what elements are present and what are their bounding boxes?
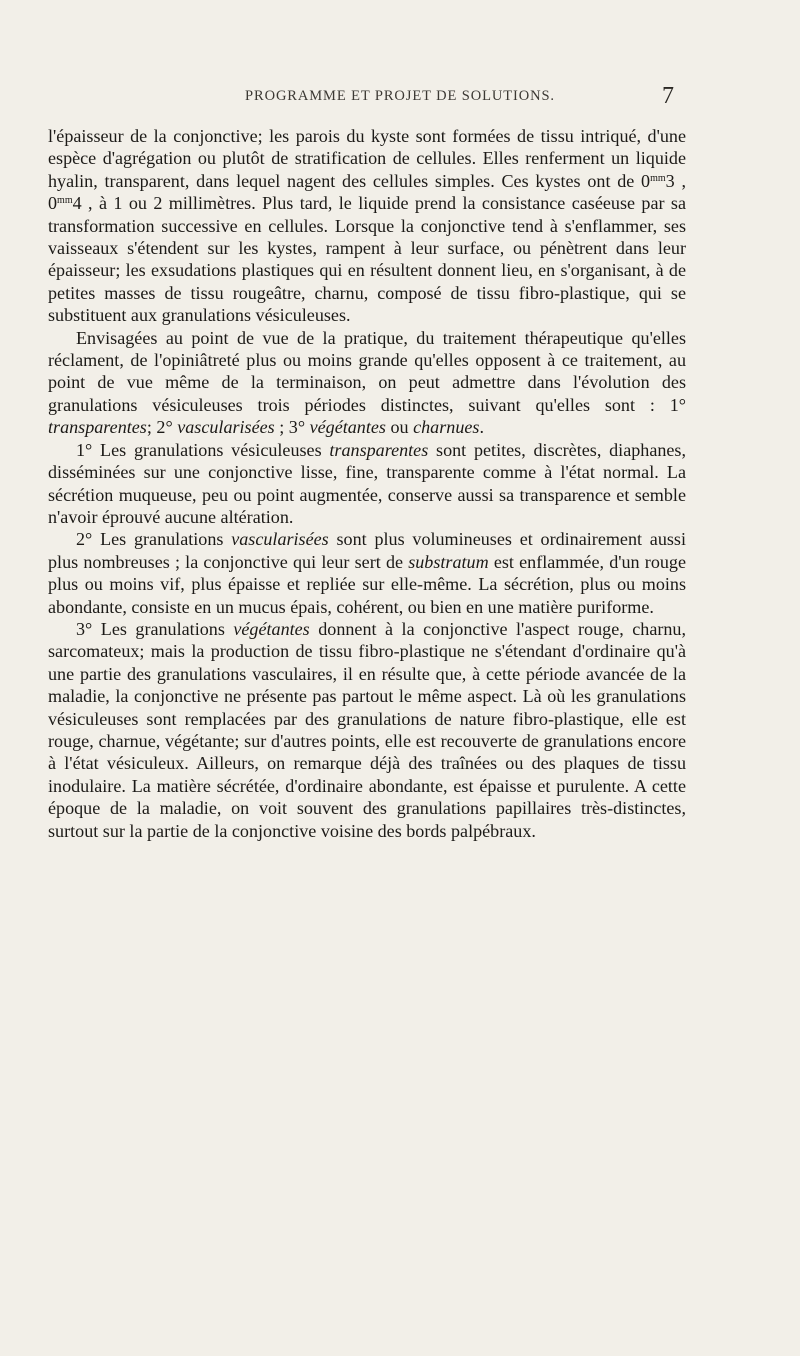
unit-superscript: mm — [57, 195, 73, 207]
text-run: 3 , 0 — [48, 170, 686, 214]
paragraph-transparentes — [48, 439, 686, 529]
italic-term: transparentes — [329, 439, 429, 460]
text-run: . — [479, 417, 484, 438]
text-run: sont petites, discrètes, diaphanes, disséminées sur une conjonctive lisse, fine, transparente comme à l'état normal. La sécrétion muqueuse, peu ou point augmentée, conserve aussi sa transparence et semble n'avoir éprouvé aucune altération. — [48, 439, 686, 527]
text-run: 4 , à 1 ou 2 millimètres. Plus tard, le liquide prend la consistance caséeuse par sa transformation successive en cellules. Lorsque la conjonctive tend à s'enflammer, ses vaisseaux s'étendent sur les kystes, rampent à leur surface, ou pénètrent dans leur épaisseur; les exsudations plastiques qui en résultent donnent lieu, en s'organisant, à de petites masses de tissu rougeâtre, charnu, composé de tissu fibro-plastique, qui se substituent aux granulations vésiculeuses. — [48, 193, 686, 326]
unit-superscript: mm — [650, 172, 666, 184]
running-head — [0, 83, 800, 112]
text-run: ; 2° — [146, 417, 178, 438]
text-run: sont plus volumineuses et ordinairement aussi plus nombreuses ; la conjonctive qui leur sert de — [48, 529, 686, 572]
paragraph-three-periods — [48, 327, 686, 439]
text-run: 2° Les granulations — [76, 529, 232, 550]
italic-term: végétantes — [233, 618, 310, 639]
italic-term: végétantes — [309, 417, 386, 438]
text-run: ; 3° — [274, 417, 310, 438]
paragraph-vascularisees — [48, 528, 686, 618]
italic-term: vascularisées — [231, 529, 329, 550]
italic-term: vascularisées — [177, 417, 275, 438]
text-run: donnent à la conjonctive l'aspect rouge, charnu, sarcomateux; mais la production de tissu fibro-plastique ne s'étendant d'ordinaire qu'à une partie des granulations vasculaires, il en résulte que, à cette période avancée de la maladie, la conjonctive ne présente pas partout le même aspect. Là où les granulations vésiculeuses sont remplacées par des granulations de nature fibro-plastique, elle est rouge, charnue, végétante; sur d'autres points, elle est recouverte de granulations encore à l'état vésiculeux. Ailleurs, on remarque déjà des traînées ou des plaques de tissu inodulaire. La matière sécrétée, d'ordinaire abondante, est épaisse et purulente. A cette époque de la maladie, on voit souvent des granulations papillaires très-distinctes, surtout sur la partie de la conjonctive voisine des bords palpébraux. — [48, 618, 687, 841]
paragraph-vegetantes — [48, 618, 686, 842]
italic-term: charnues — [413, 417, 480, 438]
text-run: ou — [385, 417, 414, 438]
body-text — [48, 125, 686, 842]
text-run: 3° Les granulations — [76, 618, 234, 639]
text-run: l'épaisseur de la conjonctive; les parois du kyste sont formées de tissu intriqué, d'une espèce d'agrégation ou plutôt de stratification de cellules. Elles renferment un liquide hyalin, transparent, dans lequel nagent des cellules simples. Ces kystes ont de 0 — [48, 126, 686, 191]
paragraph-kyste-description — [48, 125, 686, 327]
text-run: est enflammée, d'un rouge plus ou moins vif, plus épaisse et repliée sur elle-même. La sécrétion, plus ou moins abondante, consiste en un mucus épais, cohérent, ou bien en une matière puriforme. — [48, 551, 686, 617]
running-title: PROGRAMME ET PROJET DE SOLUTIONS. — [245, 88, 555, 104]
page-number: 7 — [662, 83, 674, 109]
italic-term: transparentes — [48, 417, 147, 438]
italic-term: substratum — [408, 551, 489, 572]
text-run: 1° Les granulations vésiculeuses — [76, 439, 330, 460]
text-run: Envisagées au point de vue de la pratique, du traitement thérapeutique qu'elles réclament, de l'opiniâtreté plus ou moins grande qu'elles opposent à ce traitement, au point de vue même de la terminaison, on peut admettre dans l'évolution des granulations vésiculeuses trois périodes distinctes, suivant qu'elles sont : 1° — [48, 327, 686, 415]
